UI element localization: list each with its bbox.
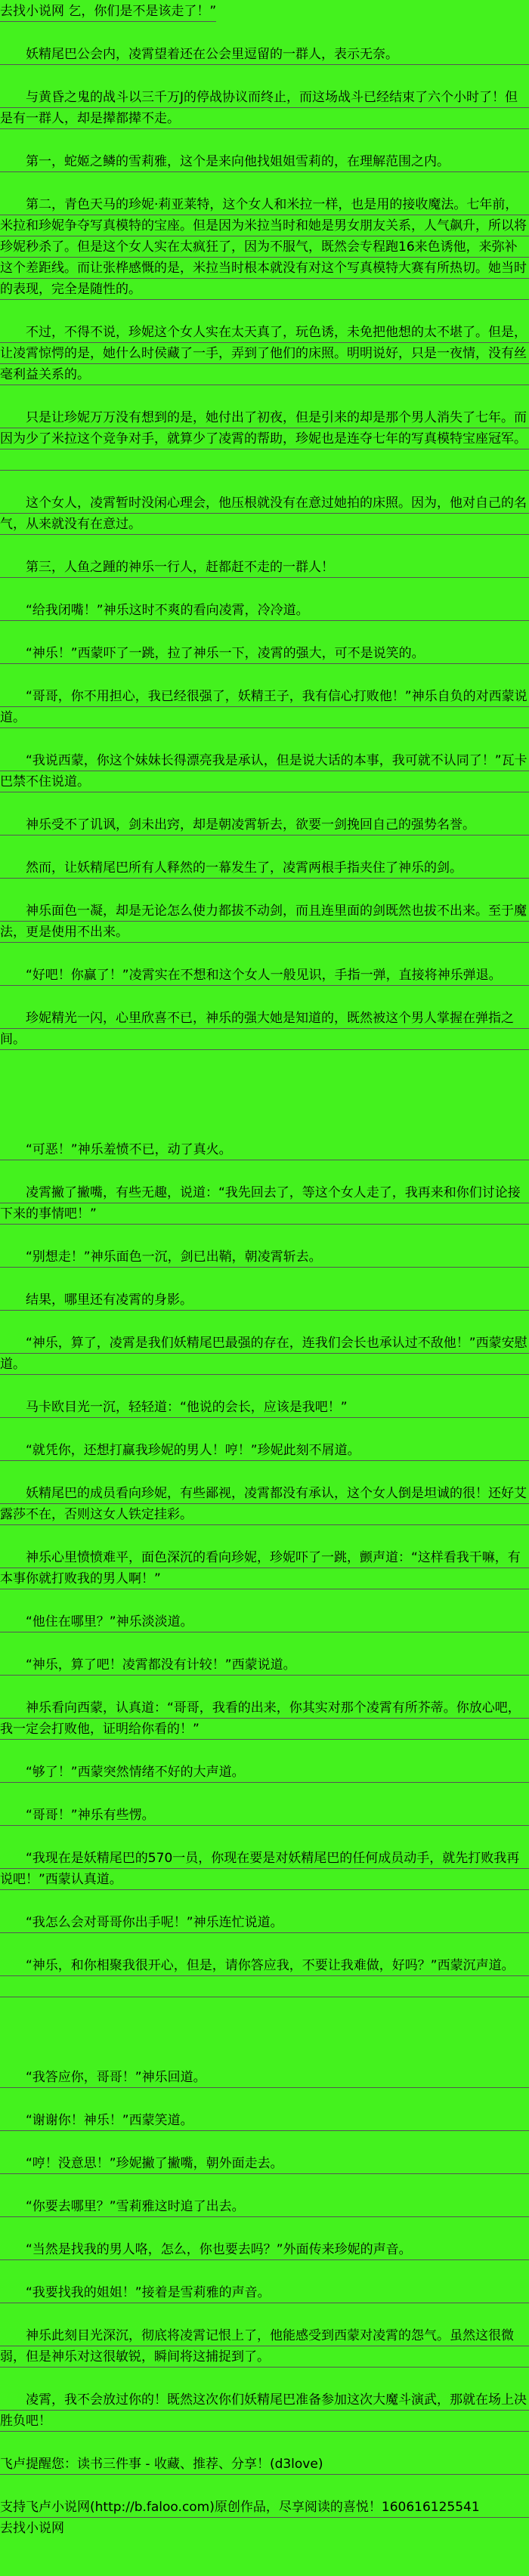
empty-ruled-line xyxy=(0,1976,529,1997)
paragraph: 第二，青色天马的珍妮·莉亚莱特，这个女人和米拉一样，也是用的接收魔法。七年前，米拉和珍妮争夺写真模特的宝座。但是因为米拉当时和她是男女朋友关系，人气飙升，所以将珍妮秒杀了。但是这个女人实在太疯狂了，因为不服气，既然会专程跑16来色诱他，来弥补这个差距线。而让张桦感慨的是，米拉当时根本就没有对这个写真模特大赛有所热切。她当时的表现，完全是随性的。 xyxy=(0,194,529,300)
paragraph: “我现在是妖精尾巴的570一员，你现在要是对妖精尾巴的任何成员动手，就先打败我再说吧！”西蒙认真道。 xyxy=(0,1848,529,1890)
opening-line: 去找小说网 乞，你们是不是该走了！” xyxy=(0,1,216,22)
paragraph: 第一，蛇姬之鳞的雪莉雅，这个是来向他找姐姐雪莉的，在理解范围之内。 xyxy=(0,151,529,172)
paragraph: “神乐，和你相聚我很开心，但是，请你答应我，不要让我难做，好吗？”西蒙沉声道。 xyxy=(0,1955,529,1976)
empty-ruled-line xyxy=(0,449,529,471)
watermark-link-top[interactable]: 去找小说网 xyxy=(0,4,64,19)
paragraph: 神乐此刻目光深沉，彻底将凌霄记恨上了，他能感受到西蒙对凌霄的怨气。虽然这很微弱，但是神乐对这很敏锐，瞬间将这捕捉到了。 xyxy=(0,2325,529,2368)
paragraph: 神乐面色一凝，却是无论怎么使力都拔不动剑，而且连里面的剑既然也拔不出来。至于魔法，更是使用不出来。 xyxy=(0,900,529,943)
paragraph: 妖精尾巴的成员看向珍妮，有些鄙视，凌霄都没有承认，这个女人倒是坦诚的很！还好艾露莎不在，否则这女人铁定挂彩。 xyxy=(0,1483,529,1525)
paragraph: 不过，不得不说，珍妮这个女人实在太天真了，玩色诱，未免把他想的太不堪了。但是，让凌霄惊愕的是，她什么时侯藏了一手，弄到了他们的床照。明明说好，只是一夜情，没有丝毫利益关系的。 xyxy=(0,322,529,385)
paragraph: 珍妮精光一闪，心里欣喜不已，神乐的强大她是知道的，既然被这个男人掌握在弹指之间。 xyxy=(0,1008,529,1050)
paragraph: “哥哥！”神乐有些愣。 xyxy=(0,1805,529,1826)
faloo-support: 支持飞卢小说网(http://b.faloo.com)原创作品，尽享阅读的喜悦！160616125541 xyxy=(0,2497,529,2518)
paragraph: “谢谢你！神乐！”西蒙笑道。 xyxy=(0,2110,529,2131)
faloo-reminder: 飞卢提醒您：读书三件事 - 收藏、推荐、分享！(d3love) xyxy=(0,2454,529,2475)
paragraph: 与黄昏之鬼的战斗以三千万J的停战协议而终止，而这场战斗已经结束了六个小时了！但是有一群人，却是撵都撵不走。 xyxy=(0,87,529,129)
paragraph: 妖精尾巴公会内，凌霄望着还在公会里逗留的一群人，表示无奈。 xyxy=(0,44,529,65)
paragraph: 凌霄，我不会放过你的！既然这次你们妖精尾巴准备参加这次大魔斗演武，那就在场上决胜负吧！ xyxy=(0,2389,529,2432)
paragraph: “别想走！”神乐面色一沉，剑已出鞘，朝凌霄斩去。 xyxy=(0,1246,529,1268)
paragraph: “就凭你，还想打赢我珍妮的男人！哼！”珍妮此刻不屑道。 xyxy=(0,1440,529,1461)
paragraph: “给我闭嘴！”神乐这时不爽的看向凌霄，冷冷道。 xyxy=(0,600,529,621)
paragraph: “哼！没意思！”珍妮撇了撇嘴，朝外面走去。 xyxy=(0,2153,529,2174)
paragraph: “他住在哪里？”神乐淡淡道。 xyxy=(0,1611,529,1632)
watermark-link-bottom xyxy=(0,2518,529,2539)
paragraph: “够了！”西蒙突然情绪不好的大声道。 xyxy=(0,1762,529,1783)
watermark-link-bottom[interactable]: 去找小说网 xyxy=(0,2521,64,2536)
paragraph: “当然是找我的男人咯，怎么，你也要去吗？”外面传来珍妮的声音。 xyxy=(0,2239,529,2260)
paragraph: 神乐受不了讥讽，剑未出窍，却是朝凌霄斩去，欲要一剑挽回自己的强势名誉。 xyxy=(0,814,529,836)
paragraph: 这个女人，凌霄暂时没闲心理会，他压根就没有在意过她拍的床照。因为，他对自己的名气，从来就没有在意过。 xyxy=(0,493,529,535)
paragraph: “神乐，算了吧！凌霄都没有计较！”西蒙说道。 xyxy=(0,1654,529,1676)
paragraph: “我要找我的姐姐！”接着是雪莉雅的声音。 xyxy=(0,2282,529,2303)
paragraph: “我说西蒙，你这个妹妹长得漂亮我是承认，但是说大话的本事，我可就不认同了！”瓦卡巴禁不住说道。 xyxy=(0,750,529,792)
paragraph: “我怎么会对哥哥你出手呢！”神乐连忙说道。 xyxy=(0,1912,529,1933)
paragraph: “你要去哪里？”雪莉雅这时追了出去。 xyxy=(0,2196,529,2217)
paragraph: 第三，人鱼之踵的神乐一行人，赶都赶不走的一群人！ xyxy=(0,557,529,578)
paragraph: 然而，让妖精尾巴所有人释然的一幕发生了，凌霄两根手指夹住了神乐的剑。 xyxy=(0,857,529,879)
paragraph: 只是让珍妮万万没有想到的是，她付出了初夜，但是引来的却是那个男人消失了七年。而因为少了米拉这个竞争对手，就算少了凌霄的帮助，珍妮也是连夺七年的写真模特宝座冠军。 xyxy=(0,407,529,449)
paragraph: “我答应你，哥哥！”神乐回道。 xyxy=(0,2067,529,2088)
paragraph: “好吧！你赢了！”凌霄实在不想和这个女人一般见识，手指一弹，直接将神乐弹退。 xyxy=(0,965,529,986)
paragraph: “可恶！”神乐羞愤不已，动了真火。 xyxy=(0,1139,529,1160)
paragraph: “神乐！”西蒙吓了一跳，拉了神乐一下，凌霄的强大，可不是说笑的。 xyxy=(0,643,529,664)
paragraph: 凌霄撇了撇嘴，有些无趣，说道：“我先回去了，等这个女人走了，我再来和你们讨论接下来的事情吧！” xyxy=(0,1182,529,1225)
paragraph: “神乐，算了，凌霄是我们妖精尾巴最强的存在，连我们会长也承认过不敌他！”西蒙安慰道。 xyxy=(0,1333,529,1375)
paragraph: “哥哥，你不用担心，我已经很强了，妖精王子，我有信心打败他！”神乐自负的对西蒙说道。 xyxy=(0,686,529,728)
paragraph: 马卡欧目光一沉，轻轻道：“他说的会长，应该是我吧！” xyxy=(0,1397,529,1418)
paragraph: 神乐心里愤愤难平，面色深沉的看向珍妮，珍妮吓了一跳，颤声道：“这样看我干嘛，有本事你就打败我的男人啊！” xyxy=(0,1547,529,1589)
paragraph: 神乐看向西蒙，认真道：“哥哥，我看的出来，你其实对那个凌霄有所芥蒂。你放心吧，我一定会打败他，证明给你看的！” xyxy=(0,1697,529,1740)
paragraph: 结果，哪里还有凌霄的身影。 xyxy=(0,1290,529,1311)
